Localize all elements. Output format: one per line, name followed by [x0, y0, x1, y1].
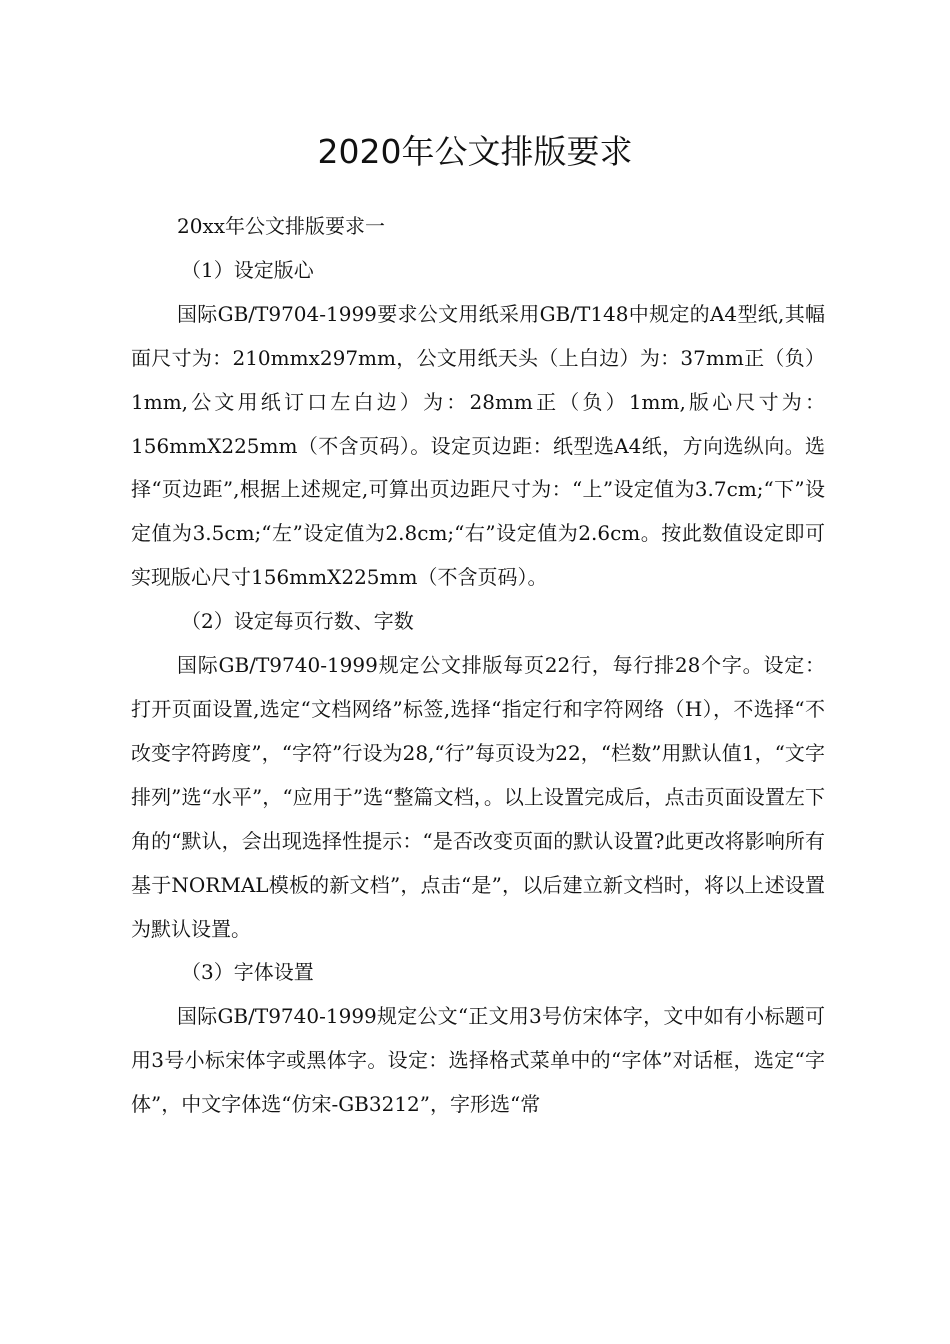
- body-paragraph-1: 国际GB/T9704-1999要求公文用纸采用GB/T148中规定的A4型纸,其幅面尺寸为：210mmx297mm，公文用纸天头（上白边）为：37mm正（负）1mm,公文用纸订口左白边）为：28mm正（负）1mm,版心尺寸为：156mmX225mm（不含页码）。设定页边距：纸型选A4纸，方向选纵向。选择“页边距”,根据上述规定,可算出页边距尺寸为：“上”设定值为3.7cm;“下”设定值为3.5cm;“左”设定值为2.8cm;“右”设定值为2.6cm。按此数值设定即可实现版心尺寸156mmX225mm（不含页码）。: [131, 301, 825, 590]
- document-body: [131, 205, 825, 1127]
- subsection-heading-3: （3）字体设置: [181, 960, 314, 985]
- body-paragraph-2: 国际GB/T9740-1999规定公文排版每页22行，每行排28个字。设定：打开页面设置,选定“文档网络”标签,选择“指定行和字符网络（H），不选择“不改变字符跨度”，“字符”行设为28,“行”每页设为22，“栏数”用默认值1，“文字排列”选“水平”，“应用于”选“整篇文档，。以上设置完成后，点击页面设置左下角的“默认，会出现选择性提示：“是否改变页面的默认设置?此更改将影响所有基于NORMAL模板的新文档”，点击“是”，以后建立新文档时，将以上述设置为默认设置。: [131, 653, 825, 941]
- document-title: 2020年公文排版要求: [317, 132, 633, 171]
- section-heading: 20xx年公文排版要求一: [177, 214, 386, 238]
- subsection-heading-2: （2）设定每页行数、字数: [181, 609, 414, 634]
- body-paragraph-3: 国际GB/T9740-1999规定公文“正文用3号仿宋体字，文中如有小标题可用3号小标宋体字或黑体字。设定：选择格式菜单中的“字体”对话框，选定“字体”，中文字体选“仿宋-GB3212”，字形选“常: [131, 1004, 825, 1117]
- subsection-heading-1: （1）设定版心: [181, 257, 314, 282]
